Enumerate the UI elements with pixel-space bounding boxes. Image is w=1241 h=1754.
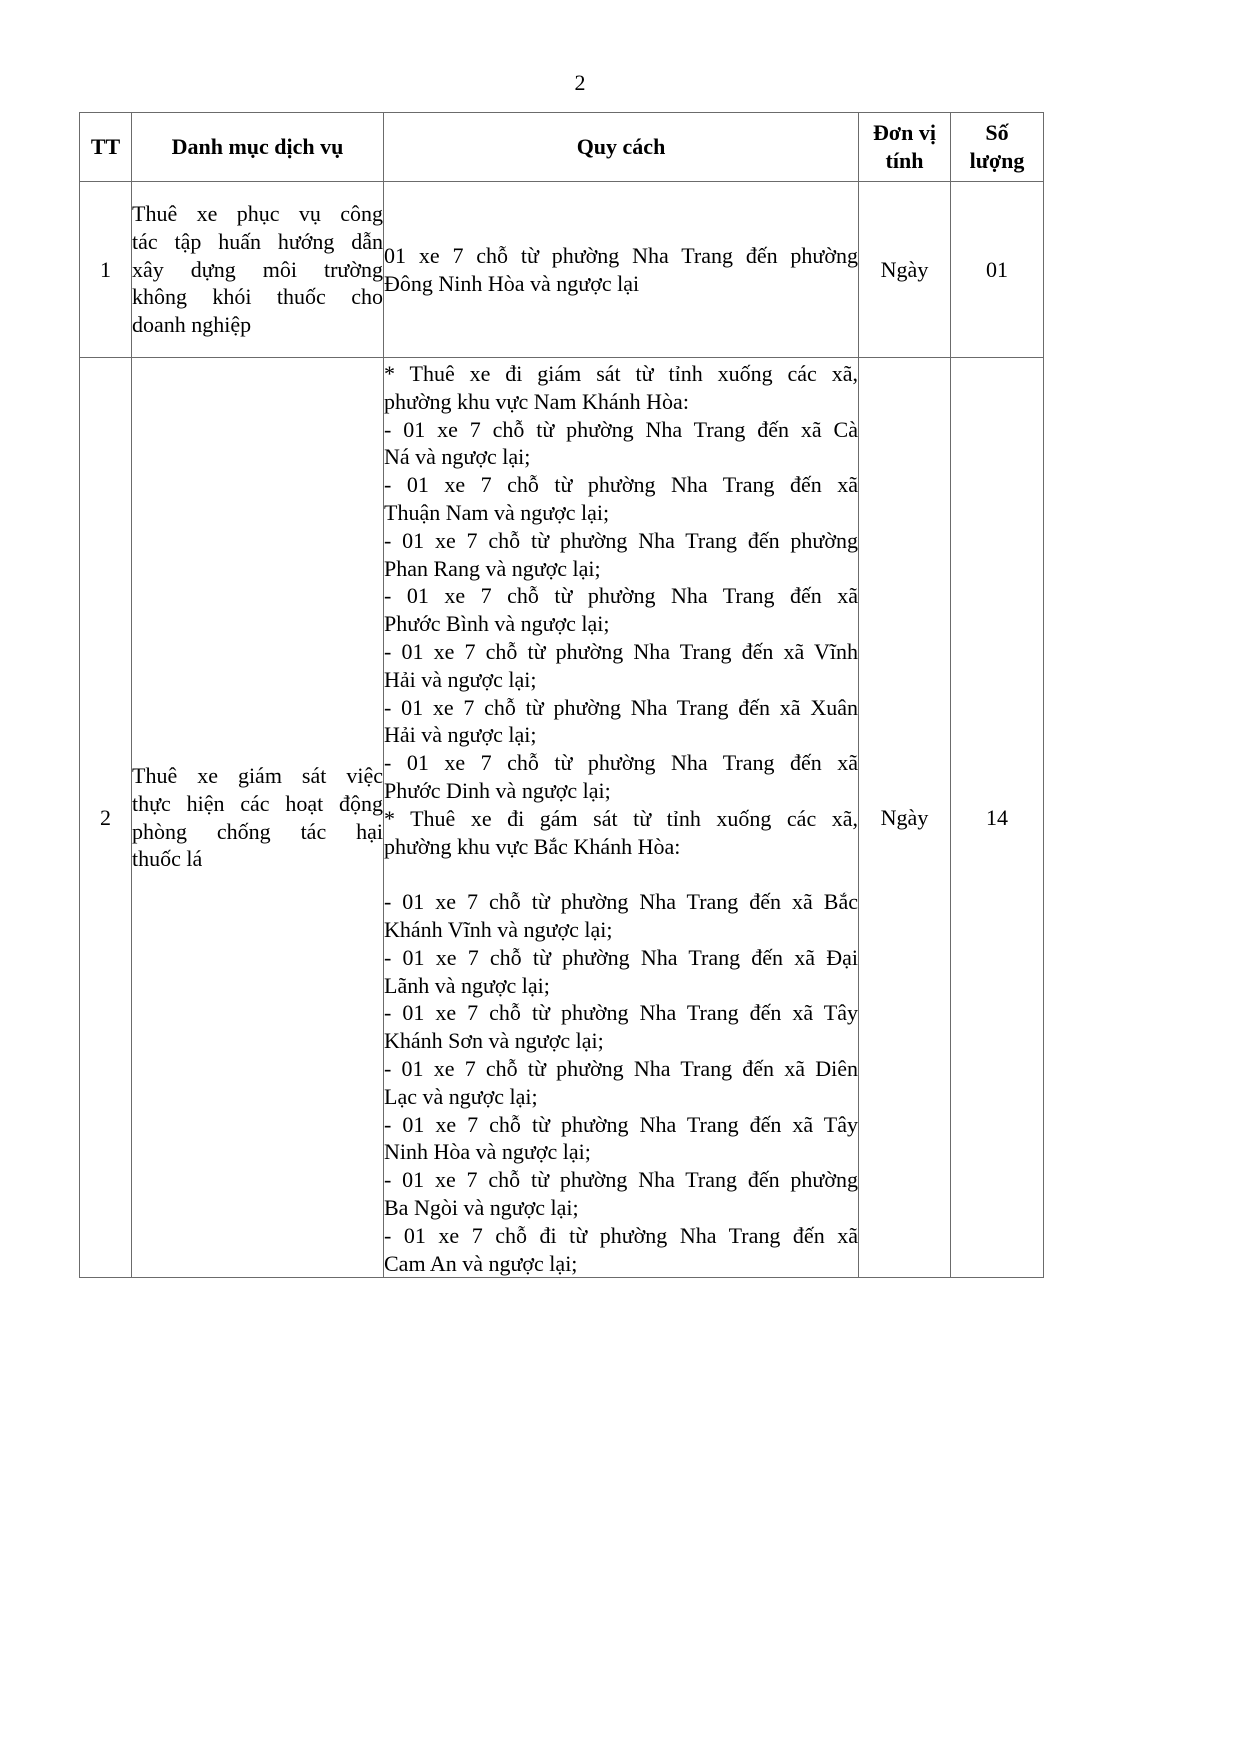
cell-text-line: - 01 xe 7 chỗ từ phường Nha Trang đến xã xyxy=(384,583,858,609)
cell-text-line: thuốc lá xyxy=(132,846,203,872)
header-service: Danh mục dịch vụ xyxy=(132,113,384,182)
cell-text-line: xây dựng môi trường xyxy=(132,256,383,282)
cell-text-line: không khói thuốc cho xyxy=(132,284,383,310)
cell-text-line: doanh nghiệp xyxy=(132,312,252,338)
cell-text-line: 01 xe 7 chỗ từ phường Nha Trang đến phường xyxy=(384,242,858,268)
header-unit-line1: Đơn vị xyxy=(873,120,936,146)
cell-text-line: * Thuê xe đi giám sát từ tỉnh xuống các xã, xyxy=(384,361,858,386)
cell-text-line xyxy=(384,860,858,888)
row-qty: 14 xyxy=(951,358,1044,1278)
cell-text-line: - 01 xe 7 chỗ từ phường Nha Trang đến xã Diên xyxy=(384,1055,858,1081)
row-service xyxy=(132,358,384,1278)
table-header-row xyxy=(80,113,1044,182)
cell-text-line: Phan Rang và ngược lại; xyxy=(384,555,601,581)
header-qty-line1: Số xyxy=(985,120,1009,146)
cell-text-line: - 01 xe 7 chỗ từ phường Nha Trang đến xã Xuân xyxy=(384,694,858,720)
cell-text-line: * Thuê xe đi gám sát từ tỉnh xuống các xã, xyxy=(384,805,858,831)
cell-text-line: Thuận Nam và ngược lại; xyxy=(384,499,610,525)
cell-text-line: - 01 xe 7 chỗ đi từ phường Nha Trang đến xã xyxy=(384,1222,858,1248)
cell-text-line: - 01 xe 7 chỗ từ phường Nha Trang đến phường xyxy=(384,1167,858,1193)
cell-text-line: - 01 xe 7 chỗ từ phường Nha Trang đến xã Đại xyxy=(384,944,858,970)
cell-text-line: Đông Ninh Hòa và ngược lại xyxy=(384,270,640,296)
row-spec xyxy=(384,182,859,358)
row-tt: 1 xyxy=(80,182,132,358)
row-spec xyxy=(384,358,859,1278)
cell-text-line: Ná và ngược lại; xyxy=(384,444,531,470)
header-qty xyxy=(951,113,1044,182)
cell-text-line: phòng chống tác hại xyxy=(132,818,383,844)
cell-text-line: - 01 xe 7 chỗ từ phường Nha Trang đến xã xyxy=(384,472,858,498)
cell-text-line: tác tập huấn hướng dẫn xyxy=(132,228,383,254)
cell-text-line: Lạc và ngược lại; xyxy=(384,1083,538,1109)
cell-text-line: - 01 xe 7 chỗ từ phường Nha Trang đến xã Tây xyxy=(384,1111,858,1137)
cell-text-line: - 01 xe 7 chỗ từ phường Nha Trang đến xã Vĩnh xyxy=(384,638,858,664)
cell-text-line: - 01 xe 7 chỗ từ phường Nha Trang đến xã xyxy=(384,750,858,776)
cell-text-line: Phước Dinh và ngược lại; xyxy=(384,777,611,803)
cell-text-line: Thuê xe phục vụ công xyxy=(132,201,383,226)
cell-text-line: Ninh Hòa và ngược lại; xyxy=(384,1139,591,1165)
header-spec: Quy cách xyxy=(384,113,859,182)
header-qty-line2: lượng xyxy=(969,148,1025,173)
header-unit-line2: tính xyxy=(885,148,924,173)
cell-text-line: Hải và ngược lại; xyxy=(384,666,537,692)
cell-text-line: Lãnh và ngược lại; xyxy=(384,972,550,998)
cell-text-line: Thuê xe giám sát việc xyxy=(132,763,383,789)
row-service xyxy=(132,182,384,358)
page-number: 2 xyxy=(574,70,586,95)
cell-text-line: - 01 xe 7 chỗ từ phường Nha Trang đến phường xyxy=(384,527,858,553)
cell-text-line: - 01 xe 7 chỗ từ phường Nha Trang đến xã Cà xyxy=(384,416,858,442)
cell-text-line: phường khu vực Bắc Khánh Hòa: xyxy=(384,833,681,859)
cell-text-line: thực hiện các hoạt động xyxy=(132,790,383,816)
cell-text-line: - 01 xe 7 chỗ từ phường Nha Trang đến xã Bắc xyxy=(384,889,858,915)
cell-text-line: Khánh Vĩnh và ngược lại; xyxy=(384,916,613,942)
cell-text-line: Khánh Sơn và ngược lại; xyxy=(384,1028,604,1054)
header-tt: TT xyxy=(80,113,132,182)
row-unit: Ngày xyxy=(859,182,951,358)
table-row xyxy=(80,358,1044,1278)
cell-text-line: Hải và ngược lại; xyxy=(384,722,537,748)
row-tt: 2 xyxy=(80,358,132,1278)
header-unit xyxy=(859,113,951,182)
service-table xyxy=(79,112,1044,1278)
cell-text-line: phường khu vực Nam Khánh Hòa: xyxy=(384,388,689,414)
cell-text-line: Phước Bình và ngược lại; xyxy=(384,611,610,637)
row-qty: 01 xyxy=(951,182,1044,358)
table-row xyxy=(80,182,1044,358)
cell-text-line: Ba Ngòi và ngược lại; xyxy=(384,1194,579,1220)
row-unit: Ngày xyxy=(859,358,951,1278)
cell-text-line: Cam An và ngược lại; xyxy=(384,1250,578,1276)
cell-text-line: - 01 xe 7 chỗ từ phường Nha Trang đến xã Tây xyxy=(384,1000,858,1026)
